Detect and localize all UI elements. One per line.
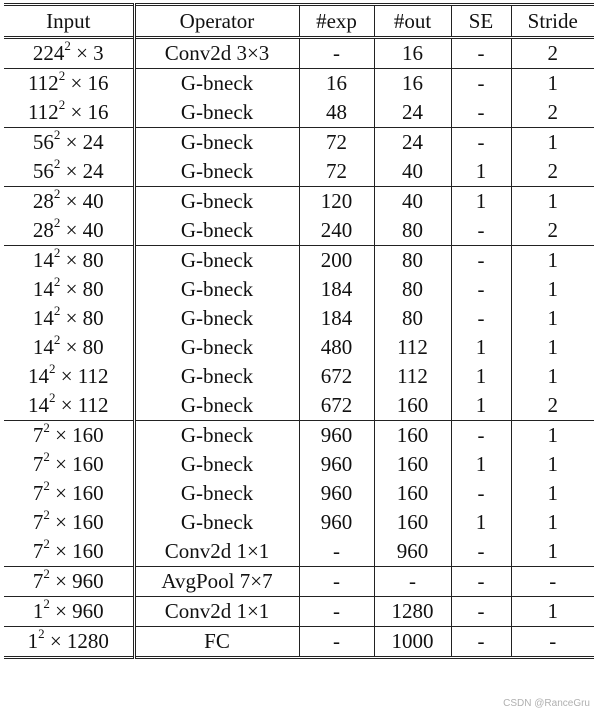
input-exponent: 2 [53,186,61,201]
input-exponent: 2 [53,245,61,260]
input-size: 7 [32,539,44,563]
cell-input [4,38,134,69]
row-group [4,567,594,597]
cell-input [4,391,134,421]
row-group [4,246,594,421]
cell-stride: 1 [547,335,558,359]
cell-out: 112 [374,333,451,362]
input-exponent: 2 [53,332,61,347]
input-exponent: 2 [53,127,61,142]
table-row [4,275,594,304]
cell-input [4,508,134,537]
cell-out: 80 [374,216,451,246]
input-channels: × 80 [65,277,104,301]
cell-out: 160 [374,391,451,421]
table-row [4,216,594,246]
cell-se: - [451,128,511,158]
input-exponent: 2 [64,38,71,53]
cell-stride: - [549,569,557,593]
cell-operator: G-bneck [134,157,299,187]
input-exponent: 2 [38,626,45,641]
cell-stride: 1 [547,539,558,563]
input-size: 14 [27,364,49,388]
cell-stride: 1 [547,71,558,95]
input-size: 7 [32,481,44,505]
input-channels: × 16 [70,100,109,124]
cell-stride: 1 [547,277,558,301]
input-channels: × 80 [65,248,104,272]
cell-operator: G-bneck [134,479,299,508]
input-exponent: 2 [53,303,61,318]
cell-operator: Conv2d 1×1 [134,537,299,567]
input-exponent: 2 [53,156,61,171]
cell-input [4,362,134,391]
input-size: 7 [32,423,44,447]
input-channels: × 160 [55,423,104,447]
header-stride: Stride [527,9,578,33]
table-header [4,5,594,38]
row-group [4,627,594,658]
input-exponent: 2 [58,97,66,112]
cell-exp: 960 [299,450,374,479]
cell-se: 1 [451,450,511,479]
input-exponent: 2 [58,68,66,83]
cell-se: 1 [451,362,511,391]
cell-exp: 672 [299,391,374,421]
table-row [4,421,594,451]
cell-se: - [451,421,511,451]
input-exponent: 2 [43,596,50,611]
cell-se: - [451,304,511,333]
cell-exp: - [299,537,374,567]
input-exponent: 2 [43,536,50,551]
cell-se: 1 [451,333,511,362]
input-size: 14 [32,335,54,359]
cell-input [4,450,134,479]
cell-exp: 184 [299,275,374,304]
cell-input [4,157,134,187]
table-row [4,508,594,537]
table-row [4,157,594,187]
cell-exp: - [299,38,374,69]
table-row [4,98,594,128]
input-exponent: 2 [43,566,50,581]
input-channels: × 3 [76,41,104,65]
cell-operator: G-bneck [134,362,299,391]
cell-exp: - [299,627,374,658]
input-channels: × 40 [65,218,104,242]
input-exponent: 2 [53,215,61,230]
cell-se: - [451,38,511,69]
watermark: CSDN @RanceGru [503,698,590,709]
input-size: 112 [27,71,59,95]
cell-exp: 960 [299,479,374,508]
cell-stride: - [549,629,557,653]
input-channels: × 160 [55,510,104,534]
cell-exp: 72 [299,128,374,158]
cell-input [4,98,134,128]
input-size: 14 [32,277,54,301]
cell-operator: Conv2d 3×3 [134,38,299,69]
input-exponent: 2 [43,478,50,493]
cell-input [4,246,134,276]
row-group [4,69,594,128]
cell-se: 1 [451,187,511,217]
table-row [4,128,594,158]
input-size: 28 [32,218,54,242]
cell-se: - [451,479,511,508]
row-group [4,597,594,627]
cell-exp: 184 [299,304,374,333]
input-exponent: 2 [48,361,56,376]
cell-operator: G-bneck [134,304,299,333]
table-row [4,333,594,362]
cell-se: 1 [451,508,511,537]
input-exponent: 2 [48,390,56,405]
cell-operator: Conv2d 1×1 [134,597,299,627]
cell-se: - [451,537,511,567]
cell-stride: 1 [547,599,558,623]
cell-input [4,69,134,99]
cell-se: - [451,275,511,304]
input-size: 112 [27,100,59,124]
cell-stride: 1 [547,189,558,213]
cell-out: 160 [374,479,451,508]
table-row [4,246,594,276]
header-exp: #exp [299,5,374,38]
cell-operator: G-bneck [134,216,299,246]
cell-out: 80 [374,275,451,304]
input-size: 7 [32,569,44,593]
header-row [4,5,594,38]
input-channels: × 24 [65,159,104,183]
cell-exp: 480 [299,333,374,362]
row-group [4,421,594,567]
cell-exp: 48 [299,98,374,128]
cell-exp: - [299,567,374,597]
input-channels: × 160 [55,539,104,563]
cell-input [4,187,134,217]
input-size: 28 [32,189,54,213]
header-out: #out [374,5,451,38]
cell-out: 160 [374,508,451,537]
header-input: Input [4,5,134,38]
input-size: 14 [27,393,49,417]
cell-input [4,597,134,627]
input-size: 7 [32,452,44,476]
cell-operator: G-bneck [134,98,299,128]
input-exponent: 2 [53,274,61,289]
cell-input [4,275,134,304]
input-size: 14 [32,306,54,330]
cell-operator: AvgPool 7×7 [134,567,299,597]
input-channels: × 960 [55,569,104,593]
cell-stride: 1 [547,130,558,154]
cell-out: - [374,567,451,597]
cell-exp: 960 [299,508,374,537]
header-operator: Operator [134,5,299,38]
input-exponent: 2 [43,507,50,522]
cell-se: 1 [451,391,511,421]
cell-operator: G-bneck [134,187,299,217]
cell-operator: G-bneck [134,275,299,304]
cell-out: 960 [374,537,451,567]
architecture-table [4,3,594,659]
cell-input [4,567,134,597]
cell-stride: 1 [547,364,558,388]
cell-se: - [451,246,511,276]
cell-exp: 120 [299,187,374,217]
input-size: 7 [32,510,44,534]
cell-input [4,421,134,451]
cell-out: 1000 [374,627,451,658]
input-channels: × 160 [55,452,104,476]
table-row [4,391,594,421]
cell-operator: FC [134,627,299,658]
table-row [4,450,594,479]
cell-operator: G-bneck [134,333,299,362]
table-row [4,69,594,99]
cell-exp: 72 [299,157,374,187]
cell-stride: 2 [547,159,558,183]
cell-out: 80 [374,246,451,276]
cell-out: 24 [374,128,451,158]
cell-operator: G-bneck [134,69,299,99]
cell-stride: 1 [547,510,558,534]
input-channels: × 16 [70,71,109,95]
cell-stride: 2 [547,41,558,65]
cell-exp: 200 [299,246,374,276]
cell-exp: 672 [299,362,374,391]
input-size: 1 [27,629,39,653]
table-row [4,597,594,627]
cell-stride: 1 [547,248,558,272]
cell-operator: G-bneck [134,128,299,158]
input-channels: × 112 [60,364,109,388]
cell-se: 1 [451,157,511,187]
cell-se: - [451,69,511,99]
cell-operator: G-bneck [134,246,299,276]
row-group [4,187,594,246]
cell-out: 1280 [374,597,451,627]
cell-out: 40 [374,157,451,187]
cell-input [4,128,134,158]
input-size: 224 [32,41,65,65]
cell-se: - [451,627,511,658]
table-row [4,362,594,391]
cell-exp: 16 [299,69,374,99]
row-group [4,128,594,187]
cell-stride: 2 [547,218,558,242]
cell-input [4,216,134,246]
cell-stride: 2 [547,393,558,417]
cell-se: - [451,567,511,597]
input-channels: × 80 [65,306,104,330]
cell-stride: 1 [547,306,558,330]
table-row [4,627,594,658]
input-channels: × 40 [65,189,104,213]
input-size: 56 [32,130,54,154]
cell-stride: 1 [547,452,558,476]
cell-out: 16 [374,38,451,69]
row-group [4,38,594,69]
cell-exp: - [299,597,374,627]
cell-operator: G-bneck [134,421,299,451]
cell-input [4,627,134,658]
input-size: 56 [32,159,54,183]
input-channels: × 24 [65,130,104,154]
table-row [4,187,594,217]
cell-se: - [451,216,511,246]
cell-out: 160 [374,450,451,479]
input-channels: × 1280 [49,629,109,653]
cell-out: 16 [374,69,451,99]
input-channels: × 80 [65,335,104,359]
cell-out: 112 [374,362,451,391]
table-row [4,479,594,508]
input-channels: × 960 [55,599,104,623]
architecture-table-wrapper [4,3,594,659]
input-exponent: 2 [43,449,50,464]
cell-se: - [451,597,511,627]
input-channels: × 160 [55,481,104,505]
table-row [4,567,594,597]
cell-out: 160 [374,421,451,451]
table-row [4,537,594,567]
input-size: 1 [32,599,44,623]
cell-stride: 1 [547,481,558,505]
cell-input [4,304,134,333]
cell-se: - [451,98,511,128]
cell-stride: 2 [547,100,558,124]
cell-input [4,333,134,362]
cell-stride: 1 [547,423,558,447]
table-row [4,304,594,333]
cell-out: 40 [374,187,451,217]
header-se: SE [451,5,511,38]
cell-exp: 240 [299,216,374,246]
input-exponent: 2 [43,420,50,435]
cell-operator: G-bneck [134,391,299,421]
cell-operator: G-bneck [134,508,299,537]
input-size: 14 [32,248,54,272]
cell-input [4,479,134,508]
table-row [4,38,594,69]
cell-input [4,537,134,567]
cell-exp: 960 [299,421,374,451]
input-channels: × 112 [60,393,109,417]
cell-operator: G-bneck [134,450,299,479]
cell-out: 24 [374,98,451,128]
cell-out: 80 [374,304,451,333]
